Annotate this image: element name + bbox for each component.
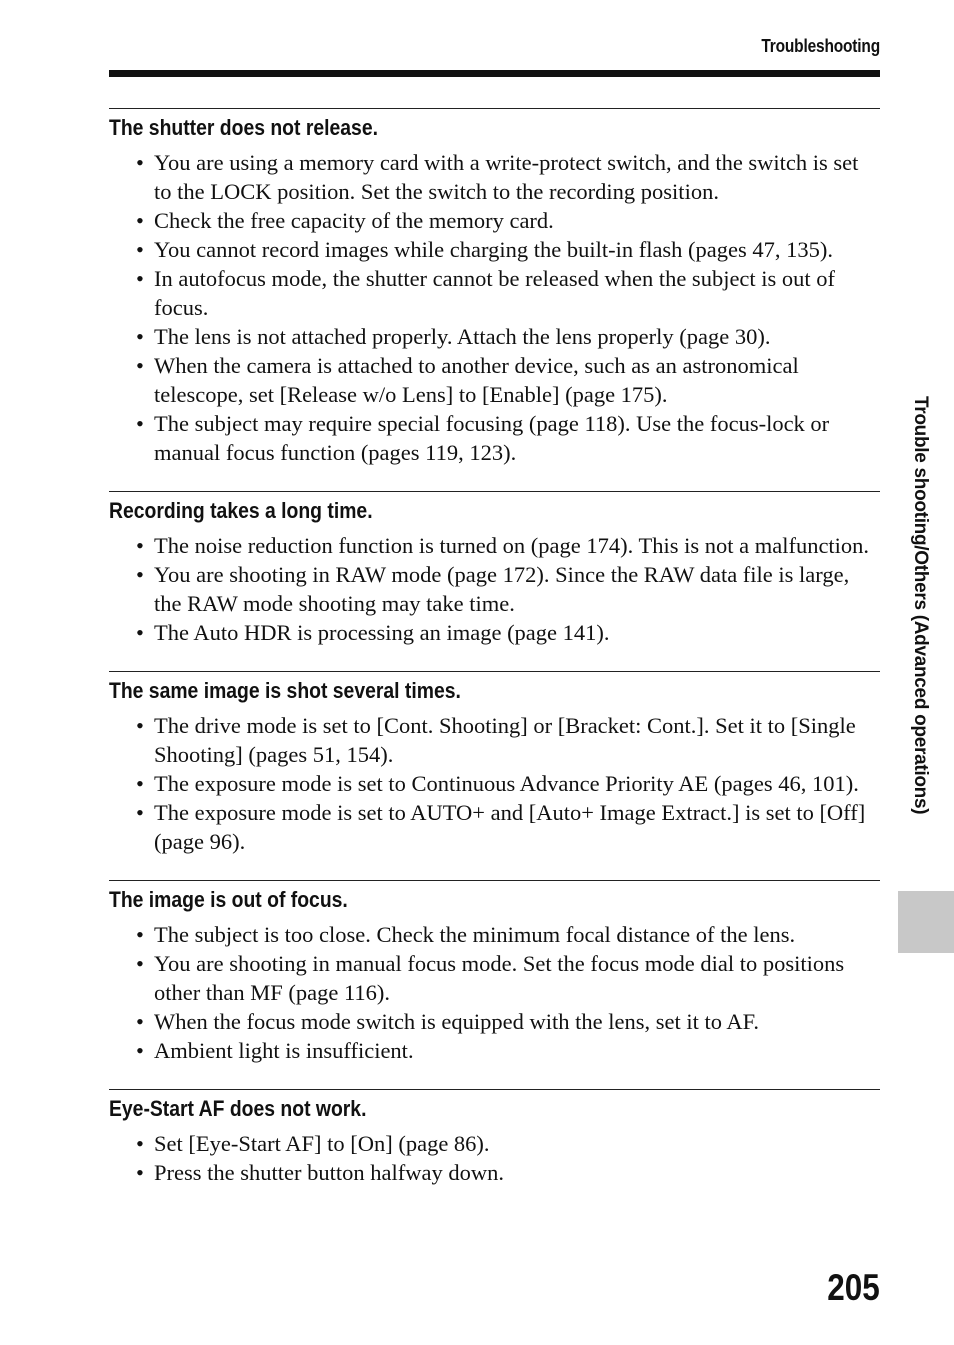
list-item-text: You are shooting in manual focus mode. Set the focus mode dial to positions other than MF (page 116). [154, 951, 845, 1005]
side-chapter-label [909, 396, 931, 874]
list-item [109, 711, 880, 769]
list-item-text: You are shooting in RAW mode (page 172). Since the RAW data file is large, the RAW mode shooting may take time. [154, 562, 850, 616]
list-item-text: You are using a memory card with a write-protect switch, and the switch is set to the LOCK position. Set the switch to the recording position. [154, 150, 859, 204]
list-item [109, 949, 880, 1007]
list-item [109, 560, 880, 618]
section-recording-takes-long [109, 491, 880, 647]
bullet-icon: • [136, 713, 144, 738]
list-item-text: The subject is too close. Check the minimum focal distance of the lens. [154, 922, 796, 947]
list-item [109, 351, 880, 409]
bullet-icon: • [136, 1160, 144, 1185]
bullet-icon: • [136, 922, 144, 947]
bullet-icon: • [136, 562, 144, 587]
list-item-text: The exposure mode is set to Continuous Advance Priority AE (pages 46, 101). [154, 771, 859, 796]
section-same-image-shot-several-times [109, 671, 880, 856]
page-content [109, 108, 880, 1211]
list-item [109, 409, 880, 467]
list-item-text: In autofocus mode, the shutter cannot be released when the subject is out of focus. [154, 266, 836, 320]
section-shutter-does-not-release [109, 108, 880, 467]
list-item-text: You cannot record images while charging the built-in flash (pages 47, 135). [154, 237, 834, 262]
bullet-icon: • [136, 1009, 144, 1034]
bullet-list [109, 1129, 880, 1187]
section-heading: Recording takes a long time. [109, 498, 373, 523]
header-rule [109, 70, 880, 77]
section-heading: Eye-Start AF does not work. [109, 1096, 367, 1121]
bullet-icon: • [136, 1131, 144, 1156]
list-item-text: The noise reduction function is turned on (page 174). This is not a malfunction. [154, 533, 870, 558]
bullet-icon: • [136, 324, 144, 349]
list-item-text: Press the shutter button halfway down. [154, 1160, 504, 1185]
bullet-list [109, 531, 880, 647]
bullet-icon: • [136, 237, 144, 262]
list-item [109, 148, 880, 206]
list-item-text: When the camera is attached to another device, such as an astronomical telescope, set [Release w/o Lens] to [Enable] (page 175). [154, 353, 799, 407]
section-heading: The shutter does not release. [109, 115, 378, 140]
list-item [109, 1158, 880, 1187]
bullet-icon: • [136, 150, 144, 175]
list-item [109, 920, 880, 949]
list-item [109, 1036, 880, 1065]
bullet-icon: • [136, 533, 144, 558]
list-item [109, 235, 880, 264]
section-eye-start-af [109, 1089, 880, 1187]
bullet-list [109, 920, 880, 1065]
section-heading: The same image is shot several times. [109, 678, 461, 703]
bullet-icon: • [136, 353, 144, 378]
bullet-icon: • [136, 411, 144, 436]
bullet-icon: • [136, 266, 144, 291]
list-item [109, 264, 880, 322]
bullet-list [109, 711, 880, 856]
list-item [109, 322, 880, 351]
list-item [109, 531, 880, 560]
list-item-text: The drive mode is set to [Cont. Shooting] or [Bracket: Cont.]. Set it to [Single Shooting] (pages 51, 154). [154, 713, 856, 767]
list-item-text: The exposure mode is set to AUTO+ and [Auto+ Image Extract.] is set to [Off] (page 96). [154, 800, 866, 854]
list-item-text: Check the free capacity of the memory card. [154, 208, 554, 233]
bullet-icon: • [136, 951, 144, 976]
list-item [109, 798, 880, 856]
bullet-icon: • [136, 208, 144, 233]
list-item-text: The subject may require special focusing (page 118). Use the focus-lock or manual focus function (pages 119, 123). [154, 411, 830, 465]
chapter-tab-marker [898, 891, 954, 953]
section-heading: The image is out of focus. [109, 887, 348, 912]
list-item [109, 206, 880, 235]
bullet-list [109, 148, 880, 467]
list-item-text: When the focus mode switch is equipped with the lens, set it to AF. [154, 1009, 759, 1034]
list-item [109, 1129, 880, 1158]
running-head: Troubleshooting [761, 36, 880, 56]
bullet-icon: • [136, 771, 144, 796]
side-chapter-label-text: Trouble shooting/Others (Advanced operations) [910, 396, 931, 815]
bullet-icon: • [136, 1038, 144, 1063]
page-number: 205 [827, 1267, 880, 1308]
list-item-text: Ambient light is insufficient. [154, 1038, 414, 1063]
list-item [109, 618, 880, 647]
bullet-icon: • [136, 620, 144, 645]
list-item-text: The lens is not attached properly. Attach the lens properly (page 30). [154, 324, 771, 349]
section-image-out-of-focus [109, 880, 880, 1065]
bullet-icon: • [136, 800, 144, 825]
list-item-text: The Auto HDR is processing an image (page 141). [154, 620, 610, 645]
list-item [109, 769, 880, 798]
list-item-text: Set [Eye-Start AF] to [On] (page 86). [154, 1131, 490, 1156]
list-item [109, 1007, 880, 1036]
